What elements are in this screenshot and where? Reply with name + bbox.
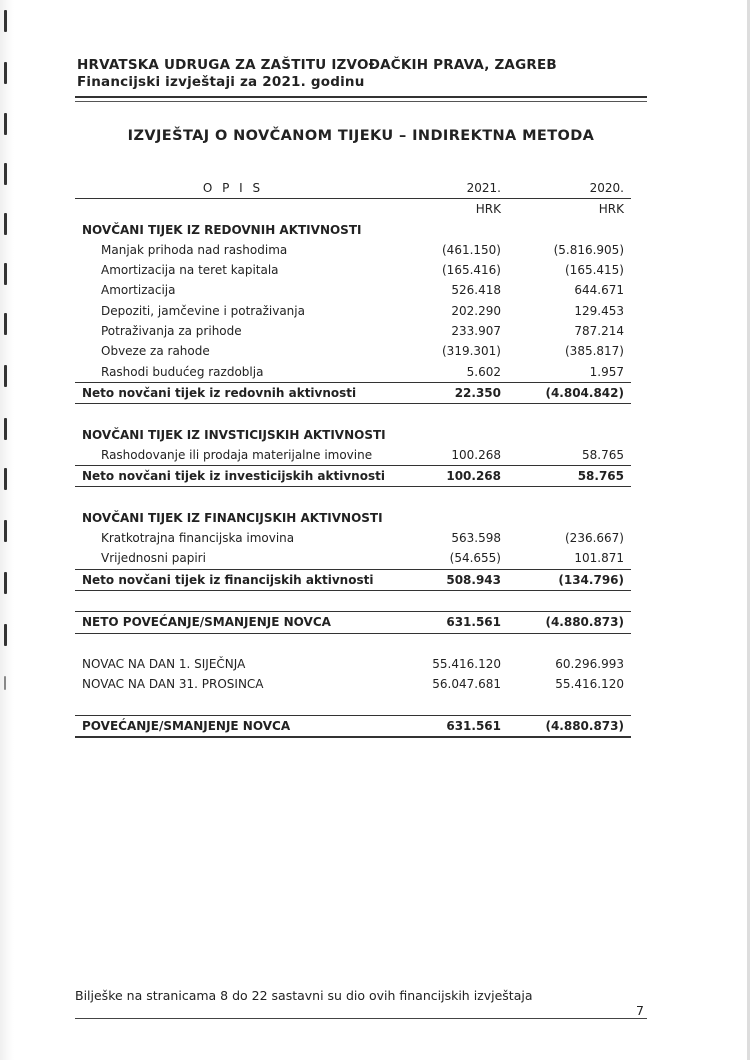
unit-2021: HRK xyxy=(475,202,501,217)
row-label: Amortizacija na teret kapitala xyxy=(101,263,279,278)
section-heading-text: NOVČANI TIJEK IZ INVSTICIJSKIH AKTIVNOSTI xyxy=(82,427,386,442)
cash-flow-table xyxy=(75,178,631,738)
footer-note: Bilješke na stranicama 8 do 22 sastavni su dio ovih financijskih izvještaja xyxy=(75,988,533,1003)
operating-total-row xyxy=(75,383,631,404)
column-2020-header: 2020. xyxy=(589,181,624,195)
row-value-2021: 563.598 xyxy=(451,531,501,546)
row-label: Amortizacija xyxy=(101,283,176,298)
row-spacer xyxy=(75,591,631,611)
net-change-2020: (4.880.873) xyxy=(545,615,624,630)
binding-mark xyxy=(4,418,7,440)
row-value-2020: (5.816.905) xyxy=(553,242,624,257)
total-value-2021: 508.943 xyxy=(446,572,501,587)
cash-end-2021: 56.047.681 xyxy=(432,677,501,692)
total-label: Neto novčani tijek iz financijskih aktivnosti xyxy=(82,572,374,587)
row-value-2021: (461.150) xyxy=(442,242,501,257)
row-label: Obveze za rahode xyxy=(101,344,210,359)
table-row xyxy=(75,362,631,383)
table-row xyxy=(75,341,631,361)
unit-2020: HRK xyxy=(598,202,624,217)
total-value-2020: (134.796) xyxy=(558,572,624,587)
row-value-2020: (385.817) xyxy=(565,344,624,359)
row-label: Rashodovanje ili prodaja materijalne imovine xyxy=(101,447,373,462)
net-change-row xyxy=(75,611,631,633)
row-value-2021: 526.418 xyxy=(451,283,501,298)
total-label: Neto novčani tijek iz redovnih aktivnosti xyxy=(82,385,357,400)
binding-mark xyxy=(4,163,7,185)
report-subtitle: Financijski izvještaji za 2021. godinu xyxy=(77,74,365,90)
row-spacer xyxy=(75,694,631,714)
total-label: Neto novčani tijek iz investicijskih aktivnosti xyxy=(82,469,385,484)
row-label: Rashodi budućeg razdoblja xyxy=(101,364,264,379)
total-value-2021: 100.268 xyxy=(446,469,501,484)
net-change-label: NETO POVEĆANJE/SMANJENJE NOVCA xyxy=(82,615,331,630)
table-row xyxy=(75,260,631,280)
total-value-2021: 22.350 xyxy=(454,385,501,400)
cash-start-label: NOVAC NA DAN 1. SIJEČNJA xyxy=(82,656,246,671)
document-header xyxy=(77,57,647,91)
row-label: Manjak prihoda nad rashodima xyxy=(101,242,288,257)
section-heading-text: NOVČANI TIJEK IZ FINANCIJSKIH AKTIVNOSTI xyxy=(82,510,383,525)
organization-name: HRVATSKA UDRUGA ZA ZAŠTITU IZVOĐAČKIH PRAVA, ZAGREB xyxy=(77,57,557,73)
row-value-2021: 100.268 xyxy=(451,447,501,462)
cash-end-2020: 55.416.120 xyxy=(555,677,624,692)
row-label: Kratkotrajna financijska imovina xyxy=(101,531,295,546)
row-value-2021: 233.907 xyxy=(451,324,501,339)
cash-change-2020: (4.880.873) xyxy=(545,718,624,733)
cash-start-2021: 55.416.120 xyxy=(432,656,501,671)
binding-mark xyxy=(4,62,7,84)
row-value-2021: (54.655) xyxy=(449,551,501,566)
cash-end-row xyxy=(75,674,631,694)
row-value-2020: 787.214 xyxy=(574,324,624,339)
row-value-2020: 129.453 xyxy=(574,303,624,318)
row-spacer xyxy=(75,634,631,654)
page-number: 7 xyxy=(636,1003,644,1018)
table-row xyxy=(75,280,631,300)
row-value-2020: (165.415) xyxy=(565,263,624,278)
report-title: IZVJEŠTAJ O NOVČANOM TIJEKU – INDIREKTNA METODA xyxy=(127,128,595,144)
column-header-row xyxy=(75,178,631,199)
table-row xyxy=(75,528,631,548)
cash-start-2020: 60.296.993 xyxy=(555,656,624,671)
section-heading-financing xyxy=(75,508,631,528)
binding-mark xyxy=(4,10,7,32)
row-value-2020: 101.871 xyxy=(574,551,624,566)
binding-mark xyxy=(4,624,7,646)
row-label: Depoziti, jamčevine i potraživanja xyxy=(101,303,305,318)
total-value-2020: 58.765 xyxy=(577,469,624,484)
row-label: Vrijednosni papiri xyxy=(101,551,206,566)
cash-change-row xyxy=(75,715,631,738)
header-rule xyxy=(75,96,647,98)
binding-mark xyxy=(4,313,7,335)
scan-left-edge xyxy=(0,0,14,1060)
section-heading-investing xyxy=(75,425,631,445)
financing-total-row xyxy=(75,570,631,591)
investing-total-row xyxy=(75,466,631,487)
binding-mark xyxy=(4,468,7,490)
table-row xyxy=(75,548,631,569)
column-2021-header: 2021. xyxy=(466,181,501,195)
row-spacer xyxy=(75,487,631,507)
row-value-2020: (236.667) xyxy=(565,531,624,546)
cash-end-label: NOVAC NA DAN 31. PROSINCA xyxy=(82,677,264,692)
section-heading-operating xyxy=(75,220,631,240)
column-desc-header: O P I S xyxy=(202,181,264,195)
section-heading-text: NOVČANI TIJEK IZ REDOVNIH AKTIVNOSTI xyxy=(82,222,362,237)
binding-mark xyxy=(4,213,7,235)
binding-mark xyxy=(4,572,7,594)
table-row xyxy=(75,301,631,321)
table-row xyxy=(75,240,631,260)
row-spacer xyxy=(75,404,631,424)
footer-rule xyxy=(75,1018,647,1019)
row-value-2020: 644.671 xyxy=(574,283,624,298)
binding-mark xyxy=(4,365,7,387)
row-value-2021: 5.602 xyxy=(466,364,501,379)
row-value-2020: 58.765 xyxy=(582,447,624,462)
binding-mark xyxy=(4,520,7,542)
header-rule-thin xyxy=(75,101,647,102)
row-value-2020: 1.957 xyxy=(589,364,624,379)
table-row xyxy=(75,321,631,341)
table-row xyxy=(75,445,631,466)
net-change-2021: 631.561 xyxy=(446,615,501,630)
total-value-2020: (4.804.842) xyxy=(545,385,624,400)
row-value-2021: 202.290 xyxy=(451,303,501,318)
cash-change-2021: 631.561 xyxy=(446,718,501,733)
row-value-2021: (165.416) xyxy=(442,263,501,278)
binding-mark xyxy=(4,113,7,135)
unit-row xyxy=(75,199,631,219)
binding-mark xyxy=(4,676,6,690)
binding-mark xyxy=(4,263,7,285)
cash-change-label: POVEĆANJE/SMANJENJE NOVCA xyxy=(82,718,291,733)
row-value-2021: (319.301) xyxy=(442,344,501,359)
row-label: Potraživanja za prihode xyxy=(101,324,242,339)
cash-start-row xyxy=(75,654,631,674)
